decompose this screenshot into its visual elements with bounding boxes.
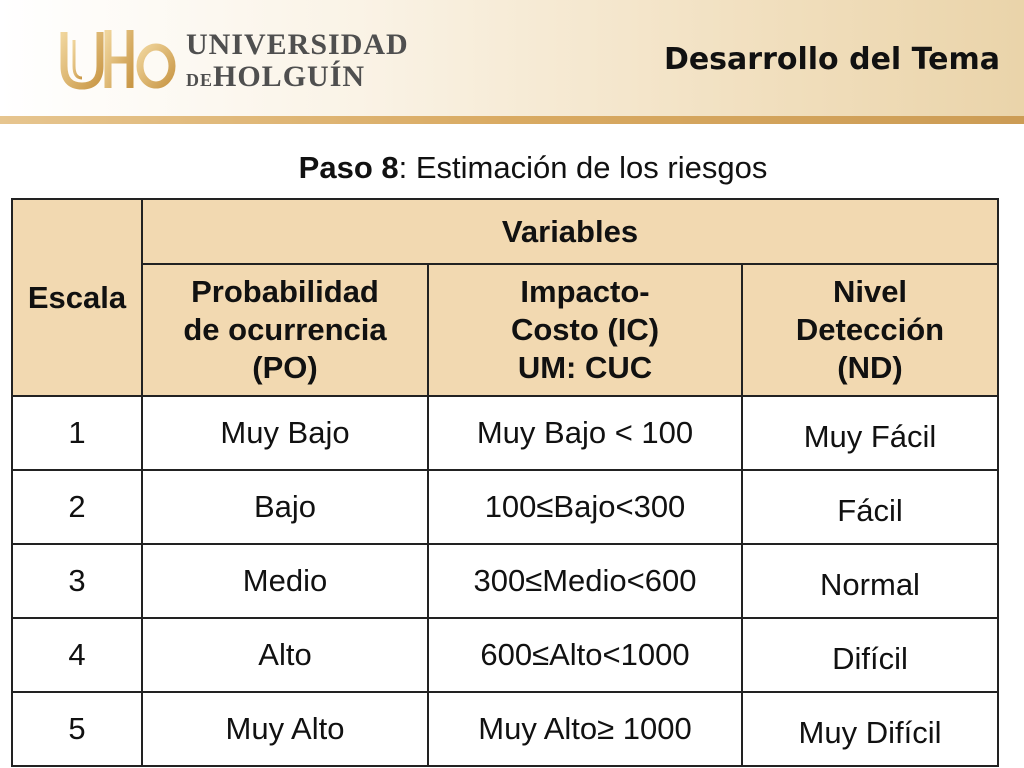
nd-header: [742, 264, 998, 396]
nd-cell: Normal: [742, 544, 998, 618]
ic-cell: 100≤Bajo<300: [428, 470, 742, 544]
po-header-line: (PO): [252, 350, 318, 385]
header-divider: [0, 116, 1024, 124]
nd-cell: Muy Fácil: [742, 396, 998, 470]
ic-cell: 600≤Alto<1000: [428, 618, 742, 692]
table-row: [12, 618, 998, 692]
po-header-line: de ocurrencia: [183, 312, 387, 347]
nd-header-line: (ND): [837, 350, 903, 385]
ic-cell: Muy Bajo < 100: [428, 396, 742, 470]
po-cell: Muy Bajo: [142, 396, 428, 470]
slide-subtitle: [0, 150, 1024, 186]
logo-wordmark: [186, 30, 409, 95]
ic-header: [428, 264, 742, 396]
po-header: [142, 264, 428, 396]
po-cell: Muy Alto: [142, 692, 428, 766]
table-row: [12, 396, 998, 470]
po-cell: Bajo: [142, 470, 428, 544]
ic-cell: Muy Alto≥ 1000: [428, 692, 742, 766]
section-title: Desarrollo del Tema: [663, 42, 1000, 77]
po-cell: Medio: [142, 544, 428, 618]
risk-estimation-table: [11, 198, 999, 767]
escala-cell: 2: [12, 470, 142, 544]
escala-cell: 1: [12, 396, 142, 470]
logo-line-1: UNIVERSIDAD: [186, 28, 409, 61]
logo-line-2: [186, 62, 409, 95]
nd-cell: Difícil: [742, 618, 998, 692]
escala-header: Escala: [12, 199, 142, 396]
nd-header-line: Nivel: [832, 274, 908, 309]
po-cell: Alto: [142, 618, 428, 692]
step-description: : Estimación de los riesgos: [398, 150, 768, 185]
escala-cell: 4: [12, 618, 142, 692]
logo-holguin: HOLGUÍN: [213, 60, 366, 93]
table-header-row-1: [12, 199, 998, 264]
escala-cell: 5: [12, 692, 142, 766]
step-label: Paso 8: [298, 150, 399, 185]
nd-cell: Muy Difícil: [742, 692, 998, 766]
uho-logo-mark: [58, 26, 178, 92]
variables-header: Variables: [142, 199, 998, 264]
ic-cell: 300≤Medio<600: [428, 544, 742, 618]
table-header-row-2: [12, 264, 998, 396]
escala-cell: 3: [12, 544, 142, 618]
ic-header-line: UM: CUC: [517, 350, 653, 385]
po-header-line: Probabilidad: [191, 274, 379, 309]
nd-header-line: Detección: [795, 312, 945, 347]
ic-header-line: Impacto-: [520, 274, 650, 309]
nd-cell: Fácil: [742, 470, 998, 544]
table-row: [12, 470, 998, 544]
table-row: [12, 692, 998, 766]
logo-de: DE: [186, 70, 214, 90]
ic-header-line: Costo (IC): [510, 312, 660, 347]
table-row: [12, 544, 998, 618]
